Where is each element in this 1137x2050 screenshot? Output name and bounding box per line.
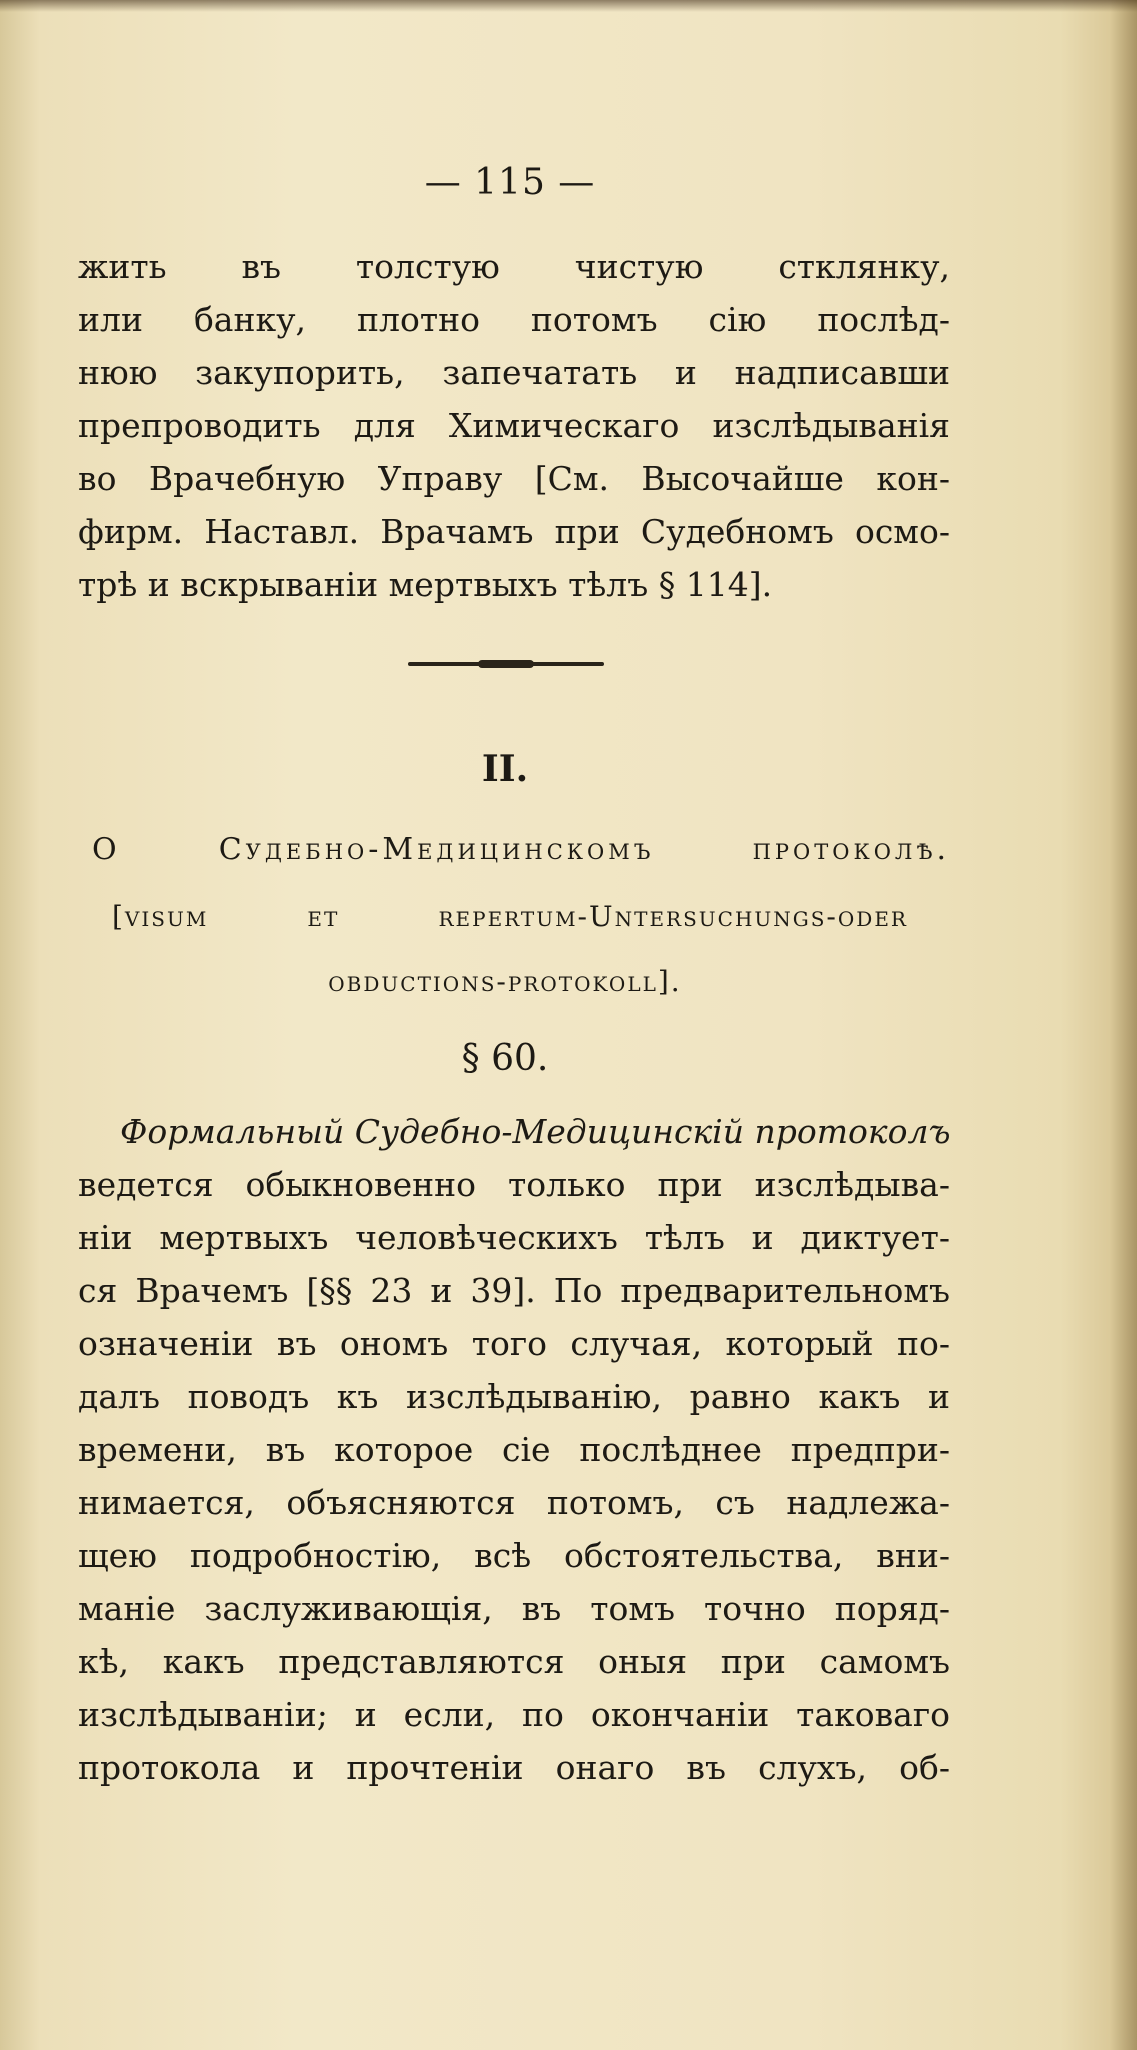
text-line: фирм. Наставл. Врачамъ при Судебномъ осмо- [78,512,950,551]
text-line-italic-lead: Формальный Судебно-Медицинскій протоколъ [120,1112,951,1151]
top-paragraph [78,240,950,611]
text-line: ся Врачемъ [§§ 23 и 39]. По предварительномъ [78,1271,950,1310]
paragraph-number: § 60. [461,1038,549,1079]
page-top-edge [0,0,1137,12]
text-line: далъ поводъ къ изслѣдыванію, равно какъ и [78,1377,950,1416]
text-line: протокола и прочтеніи онаго въ слухъ, об- [78,1748,950,1787]
text-line: щею подробностію, всѣ обстоятельства, вни- [78,1536,950,1575]
section-subtitle-line-1: [visum et repertum-Untersuchungs-oder [112,900,908,933]
text-line: ведется обыкновенно только при изслѣдыва- [78,1165,950,1204]
section-subtitle-line-2: obductions-protokoll]. [328,965,682,998]
text-line: маніе заслуживающія, въ томъ точно поряд- [78,1589,950,1628]
text-line: жить въ толстую чистую стклянку, [78,247,950,286]
text-line: или банку, плотно потомъ сію послѣд- [78,300,950,339]
text-line: во Врачебную Управу [См. Высочайше кон- [78,459,950,498]
section-numeral: II. [481,748,529,790]
text-line: трѣ и вскрываніи мертвыхъ тѣлъ § 114]. [78,565,773,604]
text-line: нимается, объясняются потомъ, съ надлежа- [78,1483,950,1522]
section-title: О Судебно-Медицинскомъ протоколѣ. [92,832,950,867]
text-line: означеніи въ ономъ того случая, который по- [78,1324,950,1363]
text-line: изслѣдываніи; и если, по окончаніи таковаго [78,1695,950,1734]
page-number: — 115 — [424,162,596,203]
text-line: нюю закупорить, запечатать и надписавши [78,353,950,392]
text-line: кѣ, какъ представляются оныя при самомъ [78,1642,950,1681]
main-paragraph [78,1105,950,1794]
text-line: ніи мертвыхъ человѣческихъ тѣлъ и диктует- [78,1218,950,1257]
text-line: препроводить для Химическаго изслѣдыванія [78,406,950,445]
binding-shadow [1110,0,1137,2050]
text-line: времени, въ которое сіе послѣднее предпри- [78,1430,950,1469]
section-divider-rule [408,662,604,666]
